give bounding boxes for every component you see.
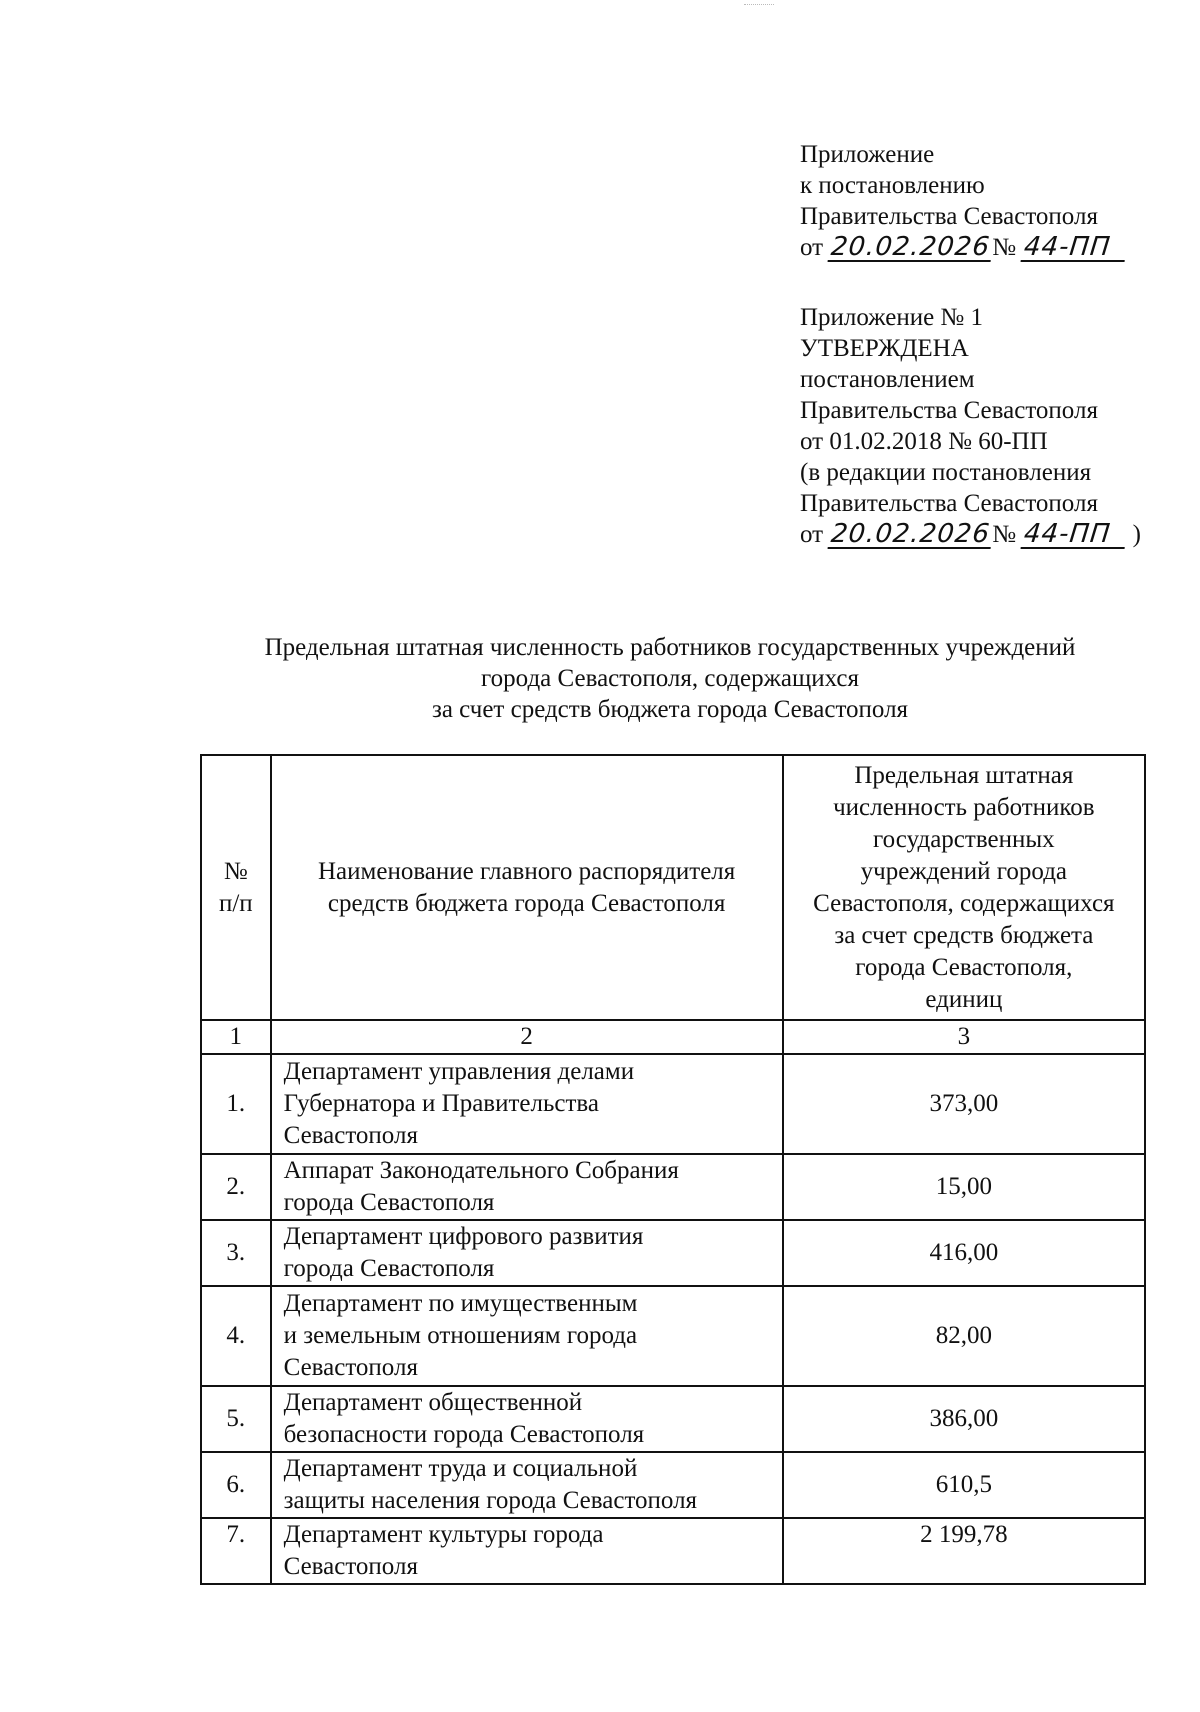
header-text: учреждений города [860, 857, 1068, 885]
header-text: Севастополя, содержащихся [813, 889, 1115, 917]
appendix-line: Правительства Севастополя [800, 490, 1098, 517]
approved-label: УТВЕРЖДЕНА [800, 335, 969, 362]
row-number: 3. [201, 1220, 271, 1286]
row-name-line: города Севастополя [283, 1189, 495, 1216]
header-text: единиц [925, 985, 1003, 1013]
header-text: Предельная штатная [854, 761, 1074, 789]
row-value: 15,00 [783, 1154, 1145, 1220]
appendix-1-header [800, 302, 1141, 550]
row-name [271, 1054, 783, 1154]
handwritten-date: 20.02.2026 [829, 519, 992, 549]
row-name [271, 1154, 783, 1220]
row-number: 6. [201, 1452, 271, 1518]
row-value: 386,00 [783, 1386, 1145, 1452]
row-value: 82,00 [783, 1286, 1145, 1386]
row-name-line: Департамент цифрового развития [283, 1223, 644, 1250]
scan-artifact [744, 4, 774, 7]
row-name-line: Губернатора и Правительства [283, 1090, 599, 1117]
appendix-line: Приложение № 1 [800, 304, 984, 331]
table-row [201, 1054, 1145, 1154]
row-name-line: безопасности города Севастополя [283, 1421, 645, 1448]
appendix-line: (в редакции постановления [800, 459, 1092, 486]
row-number: 7. [201, 1518, 271, 1584]
header-text: численность работников [833, 793, 1095, 821]
row-name-line: Департамент культуры города [283, 1521, 604, 1548]
title-line: за счет средств бюджета города Севастополя [431, 696, 909, 723]
title-line: Предельная штатная численность работников государственных учреждений [264, 634, 1076, 661]
row-value: 373,00 [783, 1054, 1145, 1154]
row-number: 2. [201, 1154, 271, 1220]
handwritten-date: 20.02.2026 [829, 232, 992, 262]
row-name-line: Севастополя [283, 1553, 418, 1580]
row-name-line: Аппарат Законодательного Собрания [283, 1157, 679, 1184]
column-number: 3 [783, 1020, 1145, 1054]
row-name-line: Севастополя [283, 1122, 418, 1149]
row-number: 4. [201, 1286, 271, 1386]
header-text: п/п [218, 889, 253, 917]
handwritten-number: 44-ПП [1021, 521, 1128, 549]
row-name-line: Департамент управления делами [283, 1058, 635, 1085]
header-cell-num [201, 755, 271, 1020]
staff-limit-table [200, 754, 1146, 1585]
appendix-line: Правительства Севастополя [800, 203, 1098, 230]
table-row [201, 1518, 1145, 1584]
table-row [201, 1386, 1145, 1452]
table-header-row [201, 755, 1145, 1020]
appendix-line: Приложение [800, 141, 935, 168]
header-text: № [223, 857, 248, 885]
row-name [271, 1452, 783, 1518]
appendix-line: к постановлению [800, 172, 985, 199]
table-row [201, 1286, 1145, 1386]
row-name-line: и земельным отношениям города [283, 1322, 638, 1349]
row-name [271, 1386, 783, 1452]
document-title [150, 632, 1190, 725]
header-text: средств бюджета города Севастополя [327, 889, 726, 917]
ot-label: от [800, 521, 824, 548]
number-sign: № [992, 521, 1017, 548]
row-value: 416,00 [783, 1220, 1145, 1286]
row-value: 2 199,78 [783, 1518, 1145, 1584]
column-number: 1 [201, 1020, 271, 1054]
title-line: города Севастополя, содержащихся [481, 665, 859, 692]
row-name-line: Департамент общественной [283, 1389, 583, 1416]
closing-paren: ) [1132, 521, 1141, 548]
appendix-date-line [800, 519, 1141, 550]
appendix-line: постановлением [800, 366, 975, 393]
row-name [271, 1286, 783, 1386]
table-row [201, 1220, 1145, 1286]
appendix-date-line [800, 232, 1126, 263]
table-row [201, 1154, 1145, 1220]
header-text: государственных [873, 825, 1055, 853]
header-cell-name [271, 755, 783, 1020]
header-text: за счет средств бюджета [834, 921, 1094, 949]
column-number: 2 [271, 1020, 783, 1054]
row-name-line: Севастополя [283, 1354, 418, 1381]
header-text: Наименование главного распорядителя [318, 857, 736, 885]
handwritten-number: 44-ПП [1021, 234, 1128, 262]
column-number-row [201, 1020, 1145, 1054]
row-name [271, 1220, 783, 1286]
appendix-line: Правительства Севастополя [800, 397, 1098, 424]
appendix-header [800, 139, 1126, 263]
row-name-line: защиты населения города Севастополя [283, 1487, 698, 1514]
header-cell-value [783, 755, 1145, 1020]
number-sign: № [992, 234, 1017, 261]
row-name-line: города Севастополя [283, 1255, 495, 1282]
row-number: 1. [201, 1054, 271, 1154]
row-name-line: Департамент по имущественным [283, 1290, 638, 1317]
table-row [201, 1452, 1145, 1518]
ot-label: от [800, 234, 824, 261]
header-text: города Севастополя, [855, 953, 1073, 981]
row-name [271, 1518, 783, 1584]
row-value: 610,5 [783, 1452, 1145, 1518]
appendix-line: от 01.02.2018 № 60-ПП [800, 428, 1048, 455]
row-name-line: Департамент труда и социальной [283, 1455, 638, 1482]
row-number: 5. [201, 1386, 271, 1452]
